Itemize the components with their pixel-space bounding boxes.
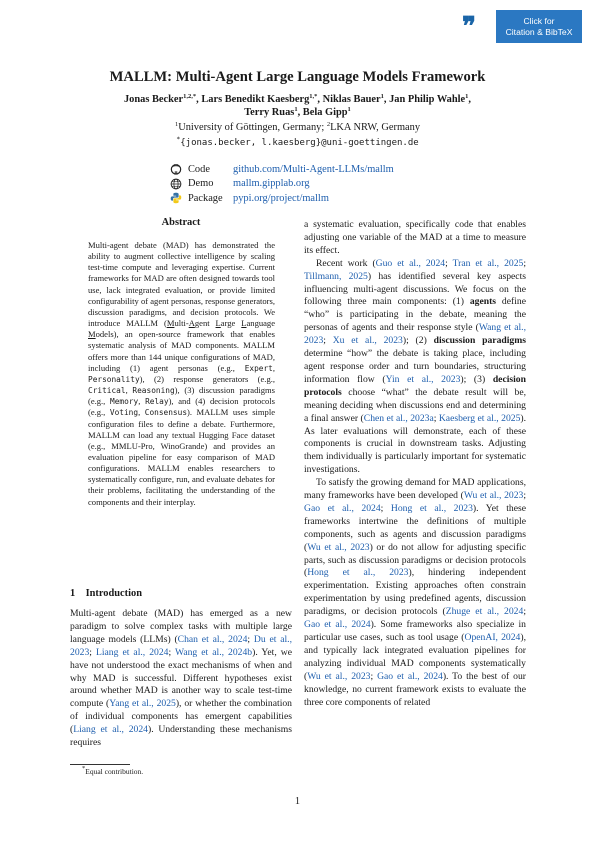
abstract-underline: M: [166, 318, 175, 329]
abstract-text: ,: [138, 407, 145, 418]
email-mark: *: [176, 135, 181, 143]
citation-link[interactable]: Wang et al., 2023: [304, 322, 526, 347]
separator: ;: [445, 257, 453, 269]
contact-email[interactable]: [0, 135, 595, 148]
code-link[interactable]: github.com/Multi-Agent-LLMs/mallm: [233, 163, 394, 175]
body-text: ) or do not allow for adjusting specific parts, such as discussion paradigms or decision protocols (: [304, 541, 526, 579]
separator: ;: [523, 606, 526, 618]
citation-link[interactable]: Kaesberg et al., 2025: [438, 412, 521, 424]
code-term: Reasoning: [132, 386, 175, 396]
body-text: ). To the best of our knowledge, no current framework exists to evaluate the three core components of related: [304, 670, 526, 708]
abstract-text: ), (2) response generators (e.g.,: [139, 373, 275, 384]
body-text: ), or whether the combination of individual components has emergent capabilities (: [70, 698, 292, 736]
citation-link[interactable]: Du et al., 2023: [70, 633, 292, 658]
abstract-text: ), (3) discussion paradigms (e.g.,: [88, 385, 275, 407]
author-name: Bela Gipp: [302, 107, 348, 118]
separator: ;: [523, 257, 527, 269]
python-icon: [170, 192, 182, 204]
abstract-text: ,: [125, 385, 133, 396]
citation-badge[interactable]: [458, 10, 582, 43]
abstract-underline: M: [88, 329, 96, 340]
affiliation-text: University of Göttingen, Germany;: [178, 122, 327, 133]
author-name: Terry Ruas: [244, 107, 295, 118]
abstract-text: gent: [194, 318, 216, 329]
citation-bibtex-button[interactable]: [496, 10, 582, 43]
link-row-demo: [170, 177, 394, 192]
citation-link[interactable]: Wang et al., 2024b: [175, 646, 253, 658]
abstract-text: ,: [138, 396, 146, 407]
affiliation-mark: 2: [326, 121, 331, 128]
badge-line-1: Click for: [523, 16, 555, 26]
abstract-text: ), and (4) decision protocols (e.g.,: [88, 396, 275, 418]
abstract-body: [88, 240, 275, 508]
body-text: ). Yet, we have not understood the exact mechanisms of when and why MAD is successful. Different hypotheses exist around whether MAD is another way to scale test-time compute (: [70, 646, 293, 710]
separator: ;: [168, 646, 176, 658]
demo-link[interactable]: mallm.gipplab.org: [233, 178, 310, 190]
abstract-text: ulti-: [174, 318, 189, 329]
citation-link[interactable]: Gao et al., 2024: [377, 670, 443, 682]
author-name: Jan Philip Wahle: [389, 94, 466, 105]
citation-link[interactable]: Tillmann, 2025: [304, 270, 368, 282]
abstract-text: Multi-agent debate (MAD) has demonstrated the ability to augment collective intelligence by scaling test-time compute and leveraging expertise. Current frameworks for MAD are often designed towards tool use, lack integrated evaluation, or provide limited configurability of agent personas, response generators, discussion paradigms, and decision protocols. We introduce MALLM (: [88, 240, 275, 329]
abstract-text: anguage: [246, 318, 275, 329]
footnote-rule: [70, 764, 130, 765]
link-label: Code: [188, 163, 210, 175]
author-affiliation-mark: 1: [465, 93, 469, 100]
introduction-column-left: [70, 608, 292, 750]
link-row-package: [170, 191, 394, 206]
body-text: Recent work (: [316, 257, 376, 269]
body-text: determine “how” the debate is taking place, including agent response order and turn boundaries, structuring information flow (: [304, 348, 526, 385]
email-text[interactable]: {jonas.becker, l.kaesberg}@uni-goettingen.de: [180, 138, 419, 148]
author-affiliation-mark: 1,2,*: [183, 93, 197, 100]
abstract-text: arge: [220, 318, 242, 329]
abstract-underline: L: [241, 318, 247, 329]
link-label: Package: [188, 192, 223, 204]
separator: ;: [380, 502, 391, 514]
body-text: ). Some frameworks also specialize in particular use cases, such as tool usage (: [304, 619, 526, 643]
citation-link[interactable]: Hong et al., 2023: [307, 567, 409, 579]
author-affiliation-mark: 1: [347, 106, 351, 113]
citation-link[interactable]: Liang et al., 2024: [95, 646, 169, 658]
body-text: a systematic evaluation, specifically code that enables adjusting one variable of the MAD at a time to measure its effect.: [304, 219, 526, 256]
paper-title: MALLM: Multi-Agent Large Language Models Framework: [109, 69, 486, 85]
paragraph: [70, 608, 292, 750]
footnote-text: Equal contribution.: [85, 767, 144, 776]
citation-link[interactable]: Xu et al., 2023: [332, 335, 403, 347]
citation-link[interactable]: Zhuge et al., 2024: [445, 606, 524, 618]
abstract-heading: Abstract: [161, 217, 201, 228]
footnote: [82, 767, 143, 776]
citation-link[interactable]: Chan et al., 2024: [177, 633, 248, 645]
body-text: ). Yet these frameworks intertwine the definitions of multiple components, such as agents and discussion paradigms (: [304, 502, 526, 553]
body-text: Multi-agent debate (MAD) has emerged as a new paradigm to solve complex tasks with multiple large language models (LLMs) (: [70, 608, 292, 645]
globe-icon: [170, 178, 182, 190]
author-name: Niklas Bauer: [322, 94, 381, 105]
citation-link[interactable]: Wu et al., 2023: [307, 670, 371, 682]
body-text: choose “what” the debate result will be, meaning deciding when discussions end and determining a final answer (: [304, 386, 526, 424]
code-term: Expert: [244, 363, 273, 373]
body-text: ). Understanding these mechanisms requires: [70, 724, 293, 749]
citation-link[interactable]: Liang et al., 2024: [73, 724, 148, 736]
paragraph: [304, 219, 526, 258]
bold-term: decision protocols: [304, 373, 526, 398]
body-text: ), hindering independent experimentation. Existing approaches often constrain experimentation by using predefined agents, discussion paradigms, or decision protocols (: [304, 567, 526, 618]
package-link[interactable]: pypi.org/project/mallm: [233, 192, 329, 204]
author-affiliation-mark: 1: [294, 106, 298, 113]
introduction-column-right: [304, 219, 526, 709]
bold-term: discussion paradigms: [433, 335, 526, 347]
abstract-underline: L: [215, 318, 221, 329]
citation-link[interactable]: Chen et al., 2023a: [363, 412, 434, 424]
citation-link[interactable]: Yang et al., 2025: [109, 698, 176, 710]
author-affiliation-mark: 1,*: [309, 93, 318, 100]
separator: ;: [89, 646, 96, 658]
affiliations: [0, 121, 595, 134]
citation-link[interactable]: Tran et al., 2025: [452, 257, 524, 269]
citation-link[interactable]: Gao et al., 2024: [304, 502, 381, 514]
body-text: ) has identified several key aspects influencing multi-agent discussions. We focus on the following three main components: (1): [304, 270, 526, 308]
code-term: Consensus: [144, 408, 188, 418]
author-name: Jonas Becker: [123, 94, 184, 105]
author-list: Jonas Becker$^{1,2,*}$, Lars Benedikt Kaesberg$^{1,*}$, Niklas Bauer$^1$, Jan Philip Wahle$^1$, Terry Ruas$^1$, Bela Gipp$^1$: [123, 93, 472, 118]
paragraph: [304, 258, 526, 477]
citation-link[interactable]: Hong et al., 2023: [390, 502, 473, 514]
resource-links: [170, 162, 394, 206]
body-text: To satisfy the growing demand for MAD applications, many frameworks have been developed (: [304, 477, 526, 502]
citation-link[interactable]: Wu et al., 2023: [463, 490, 524, 502]
body-text: define “who” is participating in the debate, meaning the personas of agents and their response style (: [304, 296, 526, 334]
citation-link[interactable]: Yin et al., 2023: [385, 373, 461, 385]
bold-term: agents: [469, 296, 497, 308]
code-term: Personality: [88, 374, 140, 384]
affiliation-text: LKA NRW, Germany: [330, 122, 421, 133]
code-term: Relay: [145, 397, 169, 407]
page-number: 1: [294, 796, 301, 807]
section-number: 1: [70, 588, 76, 599]
quote-icon: ❞: [462, 12, 476, 42]
separator: ;: [323, 335, 333, 347]
link-label: Demo: [188, 178, 214, 190]
paragraph: [304, 477, 526, 709]
abstract-text: ,: [272, 362, 275, 373]
github-icon: [170, 163, 182, 175]
code-term: Voting: [109, 408, 139, 418]
separator: ;: [523, 490, 527, 502]
body-text: ); (2): [402, 335, 434, 347]
citation-link[interactable]: Guo et al., 2024: [375, 257, 446, 269]
footnote-mark: *: [82, 765, 86, 772]
citation-link[interactable]: Wu et al., 2023: [307, 541, 370, 553]
abstract-text: odels), an open-source framework that enables systematic analysis of MAD components. MALLM offers more than 144 unique configurations of MAD, including (1) agent personas (e.g.,: [88, 329, 275, 373]
code-term: Memory: [110, 397, 139, 407]
separator: ;: [370, 670, 378, 682]
abstract-text: ). MALLM uses simple configuration files to define a debate. Furthermore, MALLM can load any textual Hugging Face dataset (e.g., MMLU-Pro, WinoGrande) and provides an evaluation pipeline for easy comparison of MAD configurations. MALLM enables researchers to systematically configure, run, and evaluate debates for their problems, facilitating the understanding of the components and their interplay.: [88, 407, 275, 507]
author-affiliation-mark: 1: [380, 93, 384, 100]
body-text: ); (3): [460, 373, 493, 385]
code-term: Critical: [88, 386, 126, 396]
affiliation-mark: 1: [174, 121, 179, 128]
separator: ;: [247, 633, 254, 645]
citation-link[interactable]: Gao et al., 2024: [304, 619, 371, 631]
abstract-underline: A: [188, 318, 195, 329]
body-text: ). As later evaluations will demonstrate, each of these components is crucial in downstream tasks. Adjusting them individually is particularly important for systematic investigations.: [304, 412, 527, 476]
link-row-code: [170, 162, 394, 177]
citation-link[interactable]: OpenAI, 2024: [464, 632, 521, 643]
body-text: ), and typically lack integrated evaluation pipelines for analyzing individual MAD components systematically (: [304, 632, 526, 682]
badge-line-2: Citation & BibTeX: [505, 26, 573, 37]
section-heading-introduction: [70, 588, 142, 599]
section-title: Introduction: [85, 588, 142, 599]
author-name: Lars Benedikt Kaesberg: [201, 94, 310, 105]
separator: ;: [433, 412, 439, 424]
